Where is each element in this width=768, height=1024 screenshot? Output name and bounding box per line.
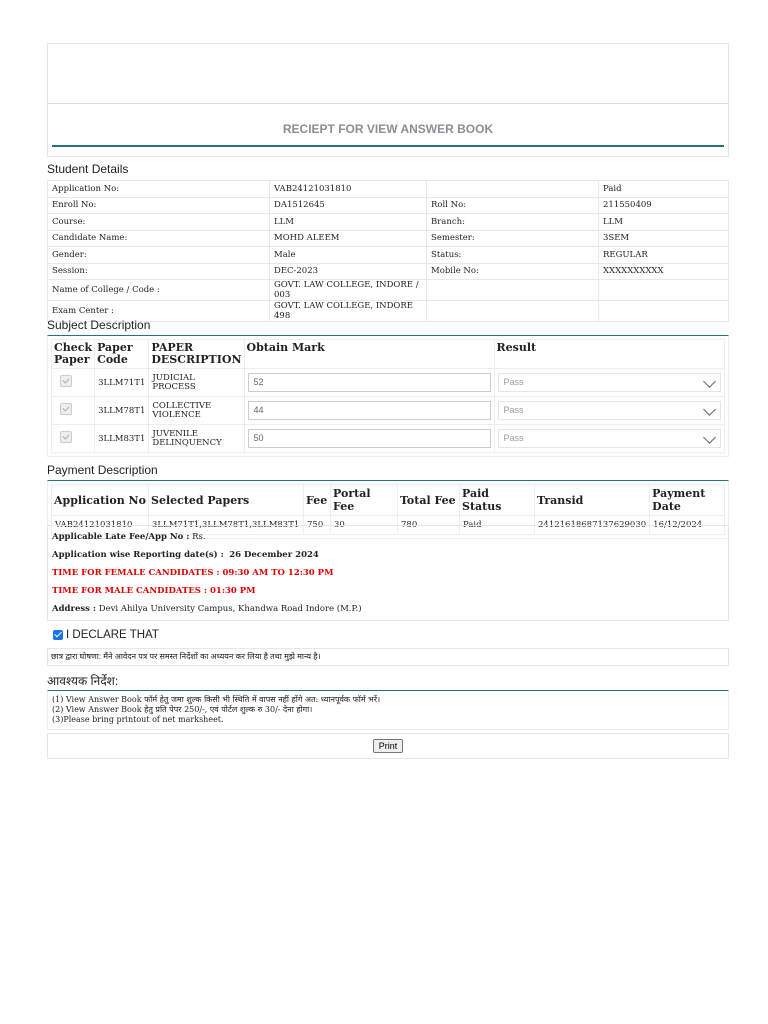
result-select[interactable] (498, 429, 721, 448)
detail-label: Name of College / Code : (48, 280, 270, 301)
result-select[interactable] (498, 373, 721, 392)
payment-description-heading: Payment Description (47, 463, 158, 477)
result-value: Pass (503, 433, 524, 443)
instruction-2: (2) View Answer Book हेतु प्रति पेपर 250/-, एवं पोर्टल शुल्क रु 30/- देना होगा। (52, 705, 313, 714)
chevron-down-icon (703, 375, 716, 388)
header-logo-area (48, 44, 728, 104)
detail-label: Semester: (427, 230, 599, 247)
subject-description-heading: Subject Description (47, 318, 151, 332)
student-detail-row (48, 214, 729, 231)
paper-code: 3LLM78T1 (95, 397, 149, 425)
check-paper-cell (52, 425, 95, 453)
detail-value: DA1512645 (270, 197, 427, 214)
detail-value: MOHD ALEEM (270, 230, 427, 247)
detail-value: 3SEM (599, 230, 729, 247)
payment-col-header: Portal Fee (331, 485, 398, 516)
obtain-mark-input[interactable]: 50 (248, 429, 491, 448)
detail-label: Gender: (48, 247, 270, 264)
check-paper-cell (52, 369, 95, 397)
check-paper-cell (52, 397, 95, 425)
detail-label (427, 181, 599, 198)
payment-col-header: Total Fee (398, 485, 460, 516)
detail-label: Session: (48, 263, 270, 280)
instruction-3: (3)Please bring printout of net marksheet. (52, 715, 224, 724)
detail-label: Application No: (48, 181, 270, 198)
late-fee-label: Applicable Late Fee/App No : (52, 532, 190, 542)
payment-cell: 16/12/2024 (650, 516, 725, 535)
detail-label (427, 280, 599, 301)
late-fee-value: Rs. (192, 532, 206, 542)
instruction-1: (1) View Answer Book फॉर्म हेतु जमा शुल्क किसी भी स्थिति में वापस नहीं होंगे अत: ध्यानपूर्वक फॉर्म भरें। (52, 695, 381, 704)
student-details-section (47, 180, 729, 322)
chevron-down-icon (703, 403, 716, 416)
detail-value: GOVT. LAW COLLEGE, INDORE / 003 (270, 280, 427, 301)
detail-value: Paid (599, 181, 729, 198)
title-divider (52, 145, 724, 147)
declare-checkbox[interactable] (53, 630, 63, 640)
detail-label: Candidate Name: (48, 230, 270, 247)
col-paper-code: Paper Code (95, 340, 149, 369)
detail-value: 211550409 (599, 197, 729, 214)
obtain-mark-input[interactable]: 44 (248, 401, 491, 420)
print-button[interactable]: Print (373, 739, 404, 753)
payment-col-header: Paid Status (460, 485, 535, 516)
instructions-heading: आवश्यक निर्देश: (47, 674, 119, 688)
detail-label: Branch: (427, 214, 599, 231)
student-detail-row (48, 197, 729, 214)
declaration-row[interactable] (47, 629, 729, 641)
detail-value: LLM (270, 214, 427, 231)
payment-col-header: Application No (52, 485, 149, 516)
payment-cell: 750 (304, 516, 331, 535)
subject-row (52, 425, 725, 453)
paper-description: JUVENILE DELINQUENCY (149, 425, 244, 453)
payment-cell: VAB24121031810 (52, 516, 149, 535)
detail-value: REGULAR (599, 247, 729, 264)
col-result: Result (494, 340, 724, 369)
detail-value: XXXXXXXXXX (599, 263, 729, 280)
student-detail-row (48, 247, 729, 264)
paper-description: COLLECTIVE VIOLENCE (149, 397, 244, 425)
student-details-table (47, 180, 729, 322)
result-cell (494, 369, 724, 397)
result-cell (494, 397, 724, 425)
obtain-mark-input[interactable]: 52 (248, 373, 491, 392)
obtain-mark-cell (244, 397, 494, 425)
payment-cell: 24121618687137629030 (535, 516, 650, 535)
check-paper-checkbox[interactable] (60, 375, 72, 387)
detail-value: DEC-2023 (270, 263, 427, 280)
instructions-box (47, 690, 729, 730)
receipt-header (47, 43, 729, 157)
student-details-heading: Student Details (47, 162, 129, 176)
address-value: Devi Ahilya University Campus, Khandwa Road Indore (M.P.) (98, 604, 362, 614)
detail-label: Exam Center : (48, 301, 270, 322)
paper-code: 3LLM71T1 (95, 369, 149, 397)
student-detail-row (48, 181, 729, 198)
reporting-date-value: 26 December 2024 (229, 550, 319, 560)
subject-row (52, 369, 725, 397)
student-detail-row (48, 280, 729, 301)
detail-label: Enroll No: (48, 197, 270, 214)
payment-header-row (52, 485, 725, 516)
result-value: Pass (503, 377, 524, 387)
male-time: TIME FOR MALE CANDIDATES : 01:30 PM (52, 586, 256, 596)
detail-value: LLM (599, 214, 729, 231)
payment-cell: Paid (460, 516, 535, 535)
detail-label: Status: (427, 247, 599, 264)
detail-value (599, 280, 729, 301)
print-area (47, 733, 729, 759)
result-select[interactable] (498, 401, 721, 420)
reporting-date-label: Application wise Reporting date(s) : (52, 550, 224, 560)
detail-label: Course: (48, 214, 270, 231)
subject-table (51, 339, 725, 453)
detail-value: VAB24121031810 (270, 181, 427, 198)
result-cell (494, 425, 724, 453)
col-paper-description: PAPER DESCRIPTION (149, 340, 244, 369)
payment-col-header: Selected Papers (149, 485, 304, 516)
receipt-title: RECIEPT FOR VIEW ANSWER BOOK (282, 122, 494, 136)
chevron-down-icon (703, 431, 716, 444)
detail-value: GOVT. LAW COLLEGE, INDORE 498 (270, 301, 427, 322)
paper-code: 3LLM83T1 (95, 425, 149, 453)
student-detail-row (48, 230, 729, 247)
declare-label: I DECLARE THAT (66, 629, 159, 641)
payment-col-header: Payment Date (650, 485, 725, 516)
subject-header-row (52, 340, 725, 369)
exam-info-section (47, 525, 729, 621)
col-check-paper: Check Paper (52, 340, 95, 369)
subject-section (47, 335, 729, 457)
payment-col-header: Transid (535, 485, 650, 516)
col-obtain-mark: Obtain Mark (244, 340, 494, 369)
paper-description: JUDICIAL PROCESS (149, 369, 244, 397)
result-value: Pass (503, 405, 524, 415)
check-paper-checkbox[interactable] (60, 403, 72, 415)
payment-cell: 780 (398, 516, 460, 535)
female-time: TIME FOR FEMALE CANDIDATES : 09:30 AM TO 12:30 PM (52, 568, 334, 578)
declaration-text: छात्र द्वारा घोषणा: मैंने आवेदन पत्र पर समस्त निर्देशों का अध्ययन कर लिया है तथा मुझे मान्य है। (47, 648, 729, 666)
obtain-mark-cell (244, 425, 494, 453)
obtain-mark-cell (244, 369, 494, 397)
student-detail-row (48, 263, 729, 280)
check-paper-checkbox[interactable] (60, 431, 72, 443)
address-label: Address : (52, 604, 97, 614)
detail-label: Mobile No: (427, 263, 599, 280)
payment-col-header: Fee (304, 485, 331, 516)
detail-label: Roll No: (427, 197, 599, 214)
subject-row (52, 397, 725, 425)
payment-cell: 3LLM71T1,3LLM78T1,3LLM83T1 (149, 516, 304, 535)
detail-value: Male (270, 247, 427, 264)
payment-cell: 30 (331, 516, 398, 535)
